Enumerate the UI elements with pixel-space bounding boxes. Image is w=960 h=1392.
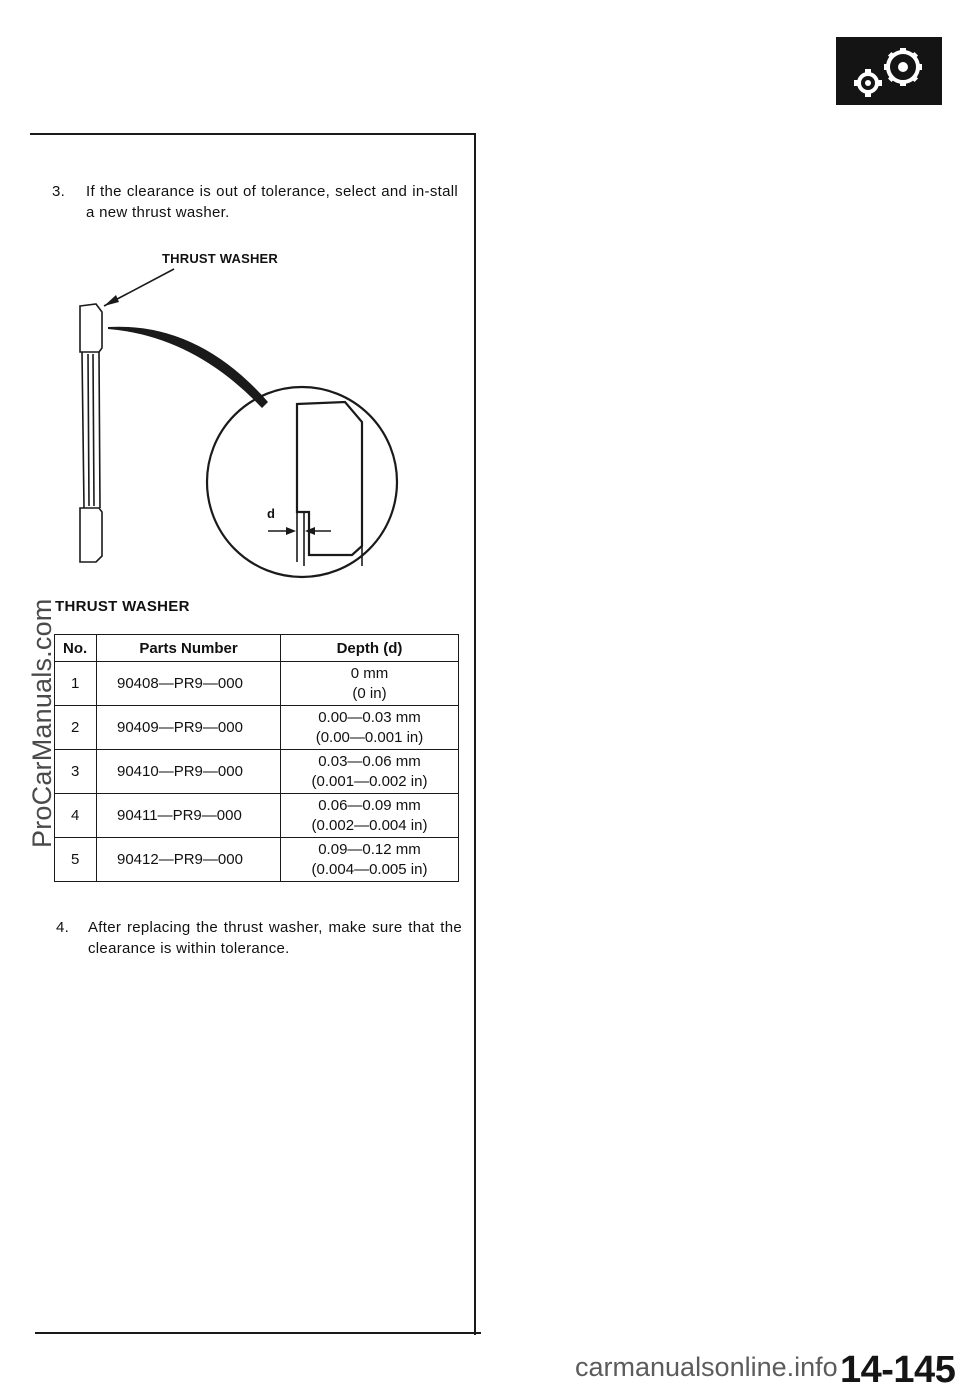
step-number: 3.: [52, 183, 66, 200]
cell-depth: [281, 794, 459, 838]
cell-part-number: 90409—PR9—000: [97, 706, 281, 750]
frame-right-rule: [474, 133, 476, 1335]
cell-depth: [281, 838, 459, 882]
depth-mm: 0 mm: [350, 664, 389, 682]
thrust-washer-callout: THRUST WASHER: [162, 251, 278, 266]
cell-depth: [281, 750, 459, 794]
page-number: 14-145: [840, 1349, 956, 1391]
depth-in: (0.004—0.005 in): [311, 860, 428, 878]
depth-in: (0.002—0.004 in): [311, 816, 428, 834]
cell-part-number: 90410—PR9—000: [97, 750, 281, 794]
table-row: [55, 838, 459, 882]
cell-part-number: 90412—PR9—000: [97, 838, 281, 882]
depth-mm: 0.00—0.03 mm: [318, 708, 421, 726]
depth-in: (0.00—0.001 in): [315, 728, 424, 746]
column-header-part-number: Parts Number: [97, 635, 281, 662]
frame-bottom-rule: [35, 1332, 481, 1334]
cell-no: 1: [55, 662, 97, 706]
table-row: [55, 706, 459, 750]
depth-mm: 0.06—0.09 mm: [318, 796, 421, 814]
thrust-washer-diagram: [56, 250, 446, 590]
step-text: If the clearance is out of tolerance, select and in-stall a new thrust washer.: [86, 183, 458, 221]
table-row: [55, 750, 459, 794]
cell-part-number: 90408—PR9—000: [97, 662, 281, 706]
table-title: THRUST WASHER: [55, 598, 190, 615]
thrust-washer-illustration: [56, 250, 446, 590]
bottom-watermark: carmanualsonline.info: [575, 1352, 838, 1382]
depth-in: (0.001—0.002 in): [311, 772, 428, 790]
frame-top-rule: [30, 133, 476, 135]
cell-depth: [281, 662, 459, 706]
instruction-step-4: [56, 917, 466, 961]
cell-no: 2: [55, 706, 97, 750]
cell-no: 5: [55, 838, 97, 882]
cell-no: 4: [55, 794, 97, 838]
depth-in: (0 in): [352, 684, 387, 702]
step-text: After replacing the thrust washer, make sure that the clearance is within tolerance.: [88, 919, 462, 957]
side-watermark: ProCarManuals.com: [27, 598, 57, 848]
column-header-no: No.: [55, 635, 97, 662]
gear-badge-icon: [836, 37, 942, 105]
thrust-washer-table: [54, 634, 459, 882]
depth-mm: 0.03—0.06 mm: [318, 752, 421, 770]
step-number: 4.: [56, 919, 70, 936]
column-header-depth: Depth (d): [281, 635, 459, 662]
table-row: [55, 662, 459, 706]
cell-depth: [281, 706, 459, 750]
depth-mm: 0.09—0.12 mm: [318, 840, 421, 858]
cell-no: 3: [55, 750, 97, 794]
cell-part-number: 90411—PR9—000: [97, 794, 281, 838]
depth-d-label: d: [267, 506, 276, 521]
table-header-row: [55, 635, 459, 662]
table-row: [55, 794, 459, 838]
instruction-step-3: [52, 181, 462, 225]
